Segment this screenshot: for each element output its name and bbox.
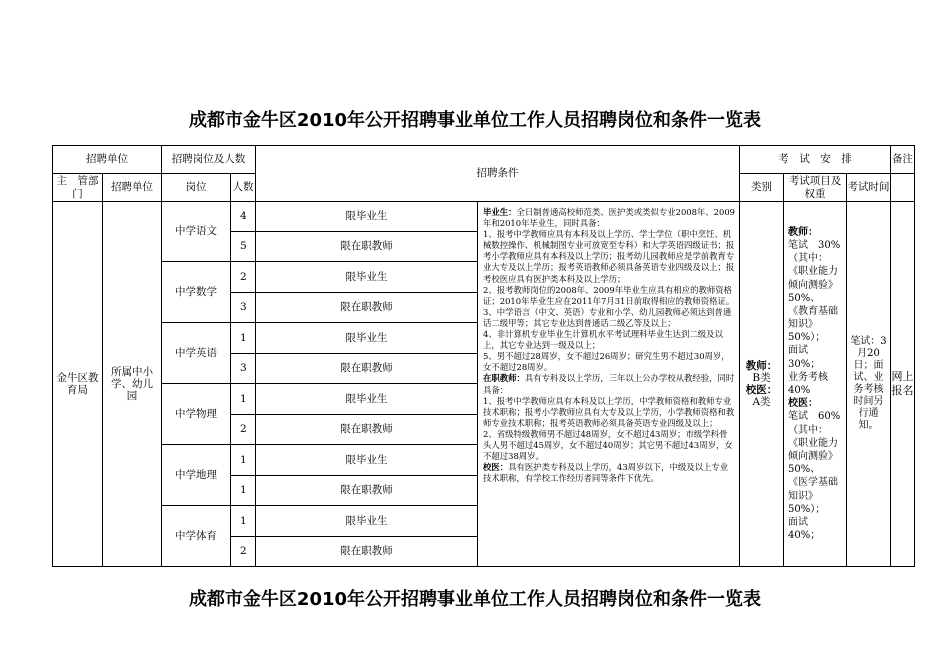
exam-line: 《职业能力倾向测验》50%、 — [788, 266, 838, 304]
position-count: 1 — [231, 476, 256, 506]
header-exam-time: 考试时间 — [847, 174, 891, 202]
grad-item: 5、男不超过28周岁，女不超过26周岁；研究生男不超过30周岁，女不超过28周岁。 — [483, 351, 730, 373]
position-requirement: 限在职教师 — [256, 476, 478, 506]
exam-line: 笔试 30% — [788, 239, 841, 251]
position-count: 3 — [231, 354, 256, 384]
position-requirement: 限在职教师 — [256, 415, 478, 445]
header-category: 类别 — [740, 174, 784, 202]
position-requirement: 限毕业生 — [256, 506, 478, 537]
position-requirement: 限毕业生 — [256, 384, 478, 415]
category-cell — [740, 202, 784, 567]
header-conditions: 招聘条件 — [256, 146, 740, 202]
exam-line: 笔试 60% — [788, 411, 841, 423]
header-exam-items: 考试项目及权重 — [784, 174, 847, 202]
position-requirement: 限在职教师 — [256, 232, 478, 262]
position-requirement: 限在职教师 — [256, 537, 478, 567]
exam-line: 《教育基础知识》50%）； — [788, 305, 838, 344]
grad-item: 2、报考教师岗位的2008年、2009年毕业生应具有相应的教师资格证；2010年毕业生应在2011年7月31日前取得相应的教师资格证。 — [483, 284, 735, 306]
header-unit: 招聘单位 — [103, 174, 162, 202]
position-count: 1 — [231, 323, 256, 354]
exam-line: （其中： — [788, 424, 828, 436]
exam-line: 业务考核40% — [788, 371, 828, 396]
category-doctor-label: 校医： — [745, 384, 778, 396]
teacher-item: 2、省级特级教师男不超过48周岁，女不超过43周岁；市级学科骨头人男不超过45周岁，女不超过40周岁；其它男不超过43周岁，女不超过38周岁。 — [483, 428, 733, 462]
exam-doctor-label: 校医： — [788, 398, 818, 410]
remark-cell: 网上报名 — [891, 202, 915, 567]
teacher-label: 在职教师： — [483, 373, 525, 384]
footer-title: 成都市金牛区2010年公开招聘事业单位工作人员招聘岗位和条件一览表 — [188, 589, 762, 610]
teacher-item: 1、报考中学教师应具有本科及以上学历，中学教师资格和教师专业技术职称；报考小学教师应具有大专及以上学历，小学教师资格和教师专业技术职称；报考英语教师必须具备英语专业四级及以上； — [483, 395, 735, 428]
header-post-count: 招聘岗位及人数 — [162, 146, 256, 174]
exam-line: 面试 30%； — [788, 345, 821, 370]
header-authority: 主 管部 门 — [53, 174, 103, 202]
exam-time-cell: 笔试：3月20日；面试、业务考核时间另行通知。 — [847, 202, 891, 567]
grad-item: 1、报考中学教师应具有本科及以上学历、学士学位（职中烹饪、机械数控操作、机械制图专业可放宽至专科）和大学英语四级证书；报考小学教师应具有本科及以上学历；报考幼儿园教师应是学前教育专业大专及以上学历；报考英语教师必须具备英语专业四级及以上；报考校医应具有医护类本科及以上学历； — [483, 229, 735, 284]
exam-line: 《医学基础知识》50%）； — [788, 477, 838, 515]
exam-line: 《职业能力倾向测验》50%、 — [788, 437, 838, 476]
grad-label: 毕业生： — [483, 207, 517, 217]
position-requirement: 限毕业生 — [256, 323, 478, 354]
position-count: 4 — [231, 202, 256, 232]
exam-teacher-label: 教师： — [788, 226, 818, 238]
position-name: 中学语文 — [162, 202, 231, 262]
exam-line: （其中： — [788, 253, 828, 265]
authority-cell: 金牛区教育局 — [53, 202, 103, 567]
category-teacher-label: 教师： — [745, 359, 778, 372]
position-count: 2 — [231, 537, 256, 567]
header-count: 人数 — [231, 174, 256, 202]
teacher-text: 具有专科及以上学历，三年以上公办学校从教经验，同时具备： — [483, 373, 735, 395]
exam-items-cell — [784, 202, 847, 567]
position-name: 中学体育 — [162, 506, 231, 567]
position-count: 2 — [231, 262, 256, 293]
doctor-label: 校医： — [483, 462, 509, 473]
position-count: 1 — [231, 384, 256, 415]
position-name: 中学数学 — [162, 262, 231, 323]
header-exam-arrangement: 考 试 安 排 — [740, 146, 891, 174]
recruitment-table — [52, 145, 915, 567]
position-name: 中学地理 — [162, 445, 231, 506]
position-requirement: 限毕业生 — [256, 445, 478, 476]
header-remark-blank — [891, 174, 915, 202]
grad-item: 3、中学语言（中文、英语）专业和小学、幼儿园教师必须达到普通话二级甲等；其它专业达到普通话二级乙等及以上； — [483, 306, 732, 328]
position-requirement: 限在职教师 — [256, 293, 478, 323]
position-count: 5 — [231, 232, 256, 262]
unit-cell: 所属中小学、幼儿园 — [103, 202, 162, 567]
category-doctor-value: A类 — [752, 396, 771, 409]
conditions-cell — [478, 202, 740, 567]
position-count: 1 — [231, 506, 256, 537]
exam-line: 面试 40%； — [788, 516, 821, 542]
position-count: 2 — [231, 415, 256, 445]
category-teacher-value: B类 — [752, 371, 771, 384]
page-title: 成都市金牛区2010年公开招聘事业单位工作人员招聘岗位和条件一览表 — [188, 110, 762, 131]
position-name: 中学英语 — [162, 323, 231, 384]
position-name: 中学物理 — [162, 384, 231, 445]
grad-item: 4、非计算机专业毕业生计算机水平考试理科毕业生达到二级及以上，其它专业达到一级及以上； — [483, 329, 723, 351]
position-count: 3 — [231, 293, 256, 323]
position-requirement: 限在职教师 — [256, 354, 478, 384]
grad-text: 全日制普通高校师范类、医护类或类似专业2008年、2009年和2010年毕业生，同时具备： — [483, 207, 736, 229]
position-requirement: 限毕业生 — [256, 262, 478, 293]
header-recruit-unit: 招聘单位 — [53, 146, 162, 174]
position-requirement: 限毕业生 — [256, 202, 478, 232]
doctor-text: 具有医护类专科及以上学历，43周岁以下，中级及以上专业技术职称，有学校工作经历者同等条件下优先。 — [483, 462, 729, 484]
position-count: 1 — [231, 445, 256, 476]
header-post: 岗位 — [162, 174, 231, 202]
header-remark: 备注 — [891, 146, 915, 174]
